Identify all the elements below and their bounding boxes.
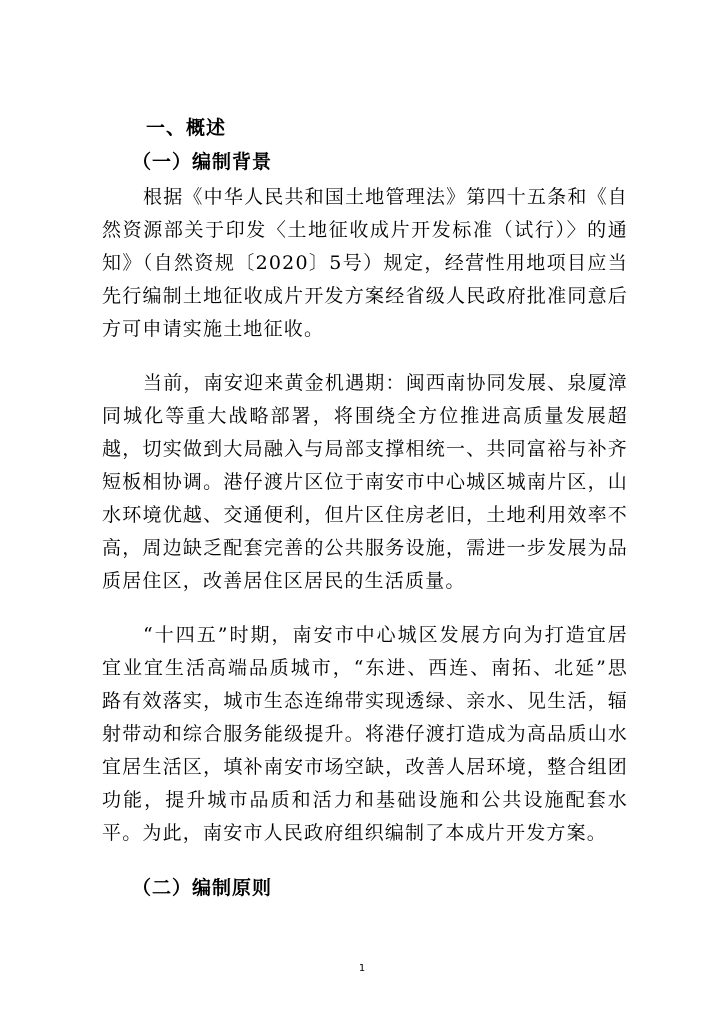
subsection-heading-principles: （二）编制原则 (132, 877, 273, 899)
subsection-heading-background: （一）编制背景 (132, 151, 273, 173)
page-number: 1 (358, 963, 366, 974)
paragraph-legal-basis: 根据《中华人民共和国土地管理法》第四十五条和《自然资源部关于印发〈土地征收成片开发标准（试行）〉的通知》（自然资规〔2020〕5号）规定，经营性用地项目应当先行编制土地征收成片开发方案经省级人民政府批准同意后方可申请实施土地征收。 (102, 186, 628, 340)
paragraph-current-opportunity: 当前，南安迎来黄金机遇期：闽西南协同发展、泉厦漳同城化等重大战略部署，将围绕全方位推进高质量发展超越，切实做到大局融入与局部支撑相统一、共同富裕与补齐短板相协调。港仔渡片区位于南安市中心城区城南片区，山水环境优越、交通便利，但片区住房老旧，土地利用效率不高，周边缺乏配套完善的公共服务设施，需进一步发展为品质居住区，改善居住区居民的生活质量。 (102, 372, 628, 592)
section-heading-overview: 一、概述 (146, 117, 227, 139)
paragraph-development-direction: “十四五”时期，南安市中心城区发展方向为打造宜居宜业宜生活高端品质城市，“东进、西连、南拓、北延”思路有效落实，城市生态连绵带实现透绿、亲水、见生活，辐射带动和综合服务能级提升。将港仔渡打造成为高品质山水宜居生活区，填补南安市场空缺，改善人居环境，整合组团功能，提升城市品质和活力和基础设施和公共设施配套水平。为此，南安市人民政府组织编制了本成片开发方案。 (102, 624, 628, 844)
